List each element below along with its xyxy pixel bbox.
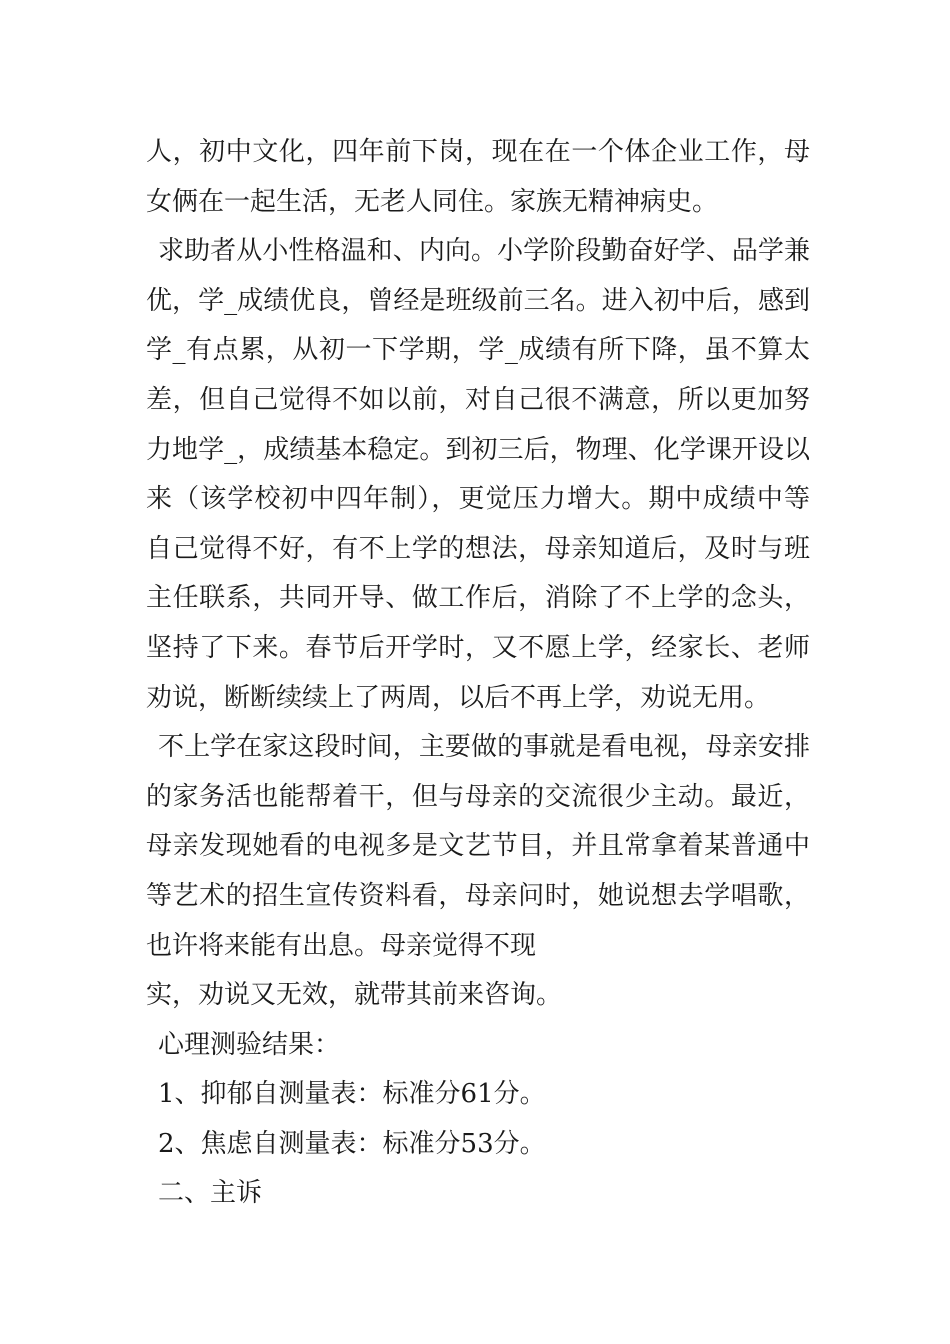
text-line-16: 等艺术的招生宣传资料看，母亲问时，她说想去学唱歌， xyxy=(146,880,810,911)
test-result-item-1: 1、抑郁自测量表：标准分61分。 xyxy=(158,1079,546,1110)
section-heading-chief-complaint: 二、主诉 xyxy=(158,1178,263,1209)
paragraph-start-line-13: 不上学在家这段时间，主要做的事就是看电视，母亲安排 xyxy=(158,732,810,763)
text-line-15: 母亲发现她看的电视多是文艺节目，并且常拿着某普通中 xyxy=(146,831,810,862)
text-line-14: 的家务活也能帮着干，但与母亲的交流很少主动。最近， xyxy=(146,781,810,812)
text-line-7: 力地学_，成绩基本稳定。到初三后，物理、化学课开设以 xyxy=(146,434,810,465)
document-body xyxy=(146,128,810,1219)
text-line-6: 差，但自己觉得不如以前，对自己很不满意，所以更加努 xyxy=(146,384,810,415)
text-line-8: 来（该学校初中四年制），更觉压力增大。期中成绩中等 xyxy=(146,484,810,515)
text-line-1: 人，初中文化，四年前下岗，现在在一个体企业工作，母 xyxy=(146,137,810,167)
section-label-test-results: 心理测验结果： xyxy=(158,1029,341,1060)
text-line-12: 劝说，断断续续上了两周，以后不再上学，劝说无用。 xyxy=(146,682,771,713)
paragraph-start-line-3: 求助者从小性格温和、内向。小学阶段勤奋好学、品学兼 xyxy=(158,236,810,267)
test-result-item-2: 2、焦虑自测量表：标准分53分。 xyxy=(158,1128,546,1159)
text-line-5: 学_有点累，从初一下学期，学_成绩有所下降，虽不算太 xyxy=(146,335,810,366)
text-line-17: 也许将来能有出息。母亲觉得不现 xyxy=(146,930,537,961)
text-line-4: 优，学_成绩优良，曾经是班级前三名。进入初中后，感到 xyxy=(146,285,810,316)
text-line-18: 实，劝说又无效，就带其前来咨询。 xyxy=(146,980,563,1011)
text-line-11: 坚持了下来。春节后开学时，又不愿上学，经家长、老师 xyxy=(146,632,810,663)
text-line-9: 自己觉得不好，有不上学的想法，母亲知道后，及时与班 xyxy=(146,533,810,564)
text-line-2: 女俩在一起生活，无老人同住。家族无精神病史。 xyxy=(146,186,719,217)
text-line-10: 主任联系，共同开导、做工作后，消除了不上学的念头， xyxy=(146,583,810,614)
